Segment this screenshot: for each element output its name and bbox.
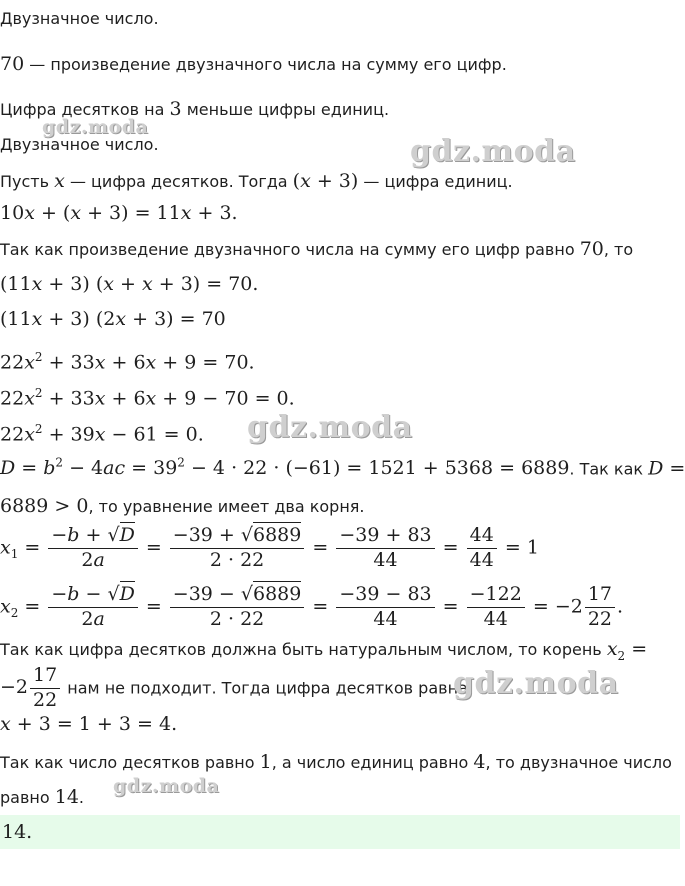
math-line: $22x^2 + 39x - 61 = 0$. (0, 422, 204, 446)
watermark: gdz.moda (247, 410, 413, 445)
math-line: (11x + 3) (x + x + 3) = 70. (0, 273, 259, 295)
text-line: −2 $\frac{17}{22}$ нам не подходит. Тогда цифра десятков равна (0, 664, 468, 711)
text-line: Так как цифра десятков должна быть натуральным числом, то корень $x_2$ = (0, 638, 648, 663)
text-line: Пусть x — цифра десятков. Тогда (x + 3) — цифра единиц. (0, 170, 513, 192)
watermark: gdz.moda (453, 666, 619, 701)
text-line: 6889 > 0, то уравнение имеет два корня. (0, 495, 365, 517)
math-line: $22x^2 + 33x + 6x + 9 = 70$. (0, 350, 255, 374)
math-line: $x_2$ = $\frac{-b - √D}{2a}$ = $\frac{-39 - √6889}{2 \cdot 22}$ = $\frac{-39 - 83}{44}$ = $\frac{-122}{44}$ = −2 $\frac{17}{22}$ . (0, 583, 624, 630)
text-line: равно 14. (0, 786, 85, 808)
text-line: Так как произведение двузначного числа на сумму его цифр равно 70, то (0, 238, 634, 260)
text-line: Цифра десятков на 3 меньше цифры единиц. (0, 98, 390, 120)
watermark: gdz.moda (42, 116, 149, 138)
answer-box (0, 815, 680, 849)
text-line: Так как число десятков равно 1, а число единиц равно 4, то двузначное число (0, 751, 672, 773)
text-line: Двузначное число. (0, 9, 159, 28)
math-line: (11x + 3) (2x + 3) = 70 (0, 308, 226, 330)
watermark: gdz.moda (410, 134, 576, 169)
text-line: $D = b^2 - 4ac = 39^2 - 4 \cdot 22 \cdot (-61) = 1521 + 5368 = 6889$. Так как D = (0, 456, 685, 480)
answer-text: 14. (2, 821, 33, 843)
math-line: 10x + (x + 3) = 11x + 3. (0, 202, 238, 224)
math-line: $22x^2 + 33x + 6x + 9 - 70 = 0$. (0, 386, 295, 410)
watermark: gdz.moda (113, 775, 220, 797)
text-line: Двузначное число. (0, 135, 159, 154)
text-line: 70 — произведение двузначного числа на сумму его цифр. (0, 53, 507, 75)
math-line: x + 3 = 1 + 3 = 4. (0, 713, 178, 735)
math-line: $x_1$ = $\frac{-b + √D}{2a}$ = $\frac{-39 + √6889}{2 \cdot 22}$ = $\frac{-39 + 83}{44}$ = $\frac{44}{44}$ = 1 (0, 524, 539, 571)
